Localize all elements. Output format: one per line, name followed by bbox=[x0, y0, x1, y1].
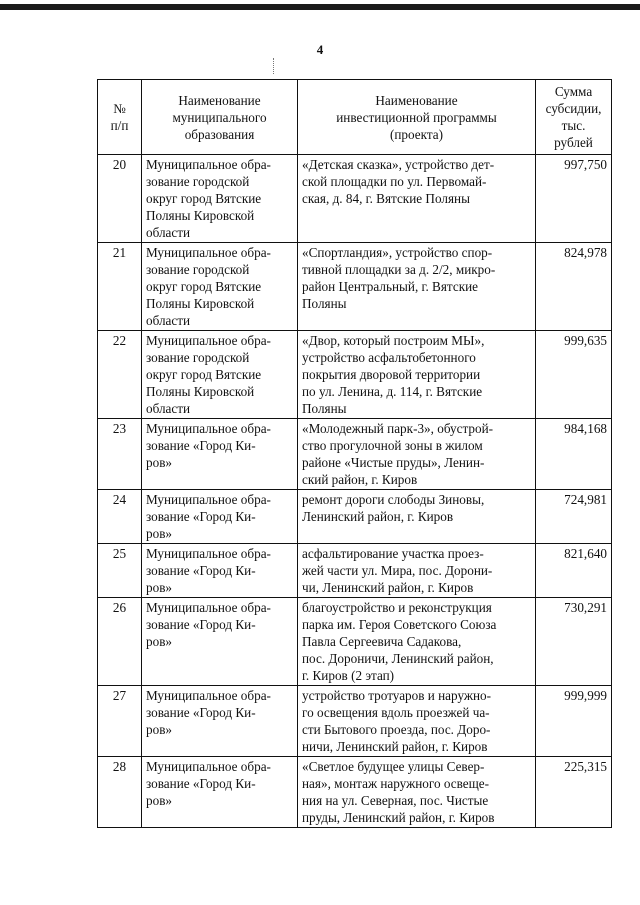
subsidy-amount: 997,750 bbox=[536, 155, 612, 243]
cell-line: «Спортландия», устройство спор- bbox=[302, 245, 493, 260]
municipality-cell bbox=[142, 155, 298, 243]
municipality-cell bbox=[142, 490, 298, 544]
cell-line: г. Киров (2 этап) bbox=[302, 668, 395, 683]
row-number: 28 bbox=[98, 757, 142, 828]
header-org bbox=[142, 80, 298, 155]
table-row bbox=[98, 686, 612, 757]
cell-line: Поляны Кировской bbox=[146, 384, 255, 399]
row-number: 23 bbox=[98, 419, 142, 490]
cell-line: Муниципальное обра- bbox=[146, 600, 271, 615]
cell-line: Поляны Кировской bbox=[146, 208, 255, 223]
subsidy-amount: 999,635 bbox=[536, 331, 612, 419]
cell-line: Муниципальное обра- bbox=[146, 421, 271, 436]
cell-line: Муниципальное обра- bbox=[146, 333, 271, 348]
row-number: 26 bbox=[98, 598, 142, 686]
subsidy-amount: 824,978 bbox=[536, 243, 612, 331]
program-cell bbox=[298, 686, 536, 757]
program-cell bbox=[298, 155, 536, 243]
cell-line: зование «Город Ки- bbox=[146, 509, 256, 524]
cell-line: ской площадки по ул. Первомай- bbox=[302, 174, 487, 189]
row-number: 20 bbox=[98, 155, 142, 243]
municipality-cell bbox=[142, 544, 298, 598]
subsidy-amount: 999,999 bbox=[536, 686, 612, 757]
municipality-cell bbox=[142, 243, 298, 331]
municipality-cell bbox=[142, 419, 298, 490]
cell-line: ров» bbox=[146, 793, 173, 808]
cell-line: покрытия дворовой территории bbox=[302, 367, 481, 382]
municipality-cell bbox=[142, 331, 298, 419]
cell-line: ров» bbox=[146, 580, 173, 595]
municipality-cell bbox=[142, 686, 298, 757]
cell-line: «Двор, который построим МЫ», bbox=[302, 333, 485, 348]
subsidy-amount: 724,981 bbox=[536, 490, 612, 544]
cell-line: район Центральный, г. Вятские bbox=[302, 279, 479, 294]
row-number: 24 bbox=[98, 490, 142, 544]
cell-line: зование «Город Ки- bbox=[146, 438, 256, 453]
program-cell bbox=[298, 757, 536, 828]
row-number: 22 bbox=[98, 331, 142, 419]
cell-line: ремонт дороги слободы Зиновы, bbox=[302, 492, 485, 507]
header-line: субсидии, bbox=[545, 101, 602, 116]
cell-line: округ город Вятские bbox=[146, 191, 262, 206]
program-cell bbox=[298, 544, 536, 598]
cell-line: устройство асфальтобетонного bbox=[302, 350, 476, 365]
top-border-rule bbox=[0, 4, 640, 10]
table-row bbox=[98, 243, 612, 331]
cell-line: области bbox=[146, 225, 191, 240]
cell-line: Муниципальное обра- bbox=[146, 546, 271, 561]
cell-line: ство прогулочной зоны в жилом bbox=[302, 438, 483, 453]
header-line: п/п bbox=[110, 118, 129, 133]
cell-line: зование «Город Ки- bbox=[146, 563, 256, 578]
header-program bbox=[298, 80, 536, 155]
cell-line: «Светлое будущее улицы Север- bbox=[302, 759, 485, 774]
cell-line: Поляны bbox=[302, 296, 347, 311]
table-row bbox=[98, 155, 612, 243]
cell-line: ский район, г. Киров bbox=[302, 472, 418, 487]
subsidy-amount: 225,315 bbox=[536, 757, 612, 828]
cell-line: асфальтирование участка проез- bbox=[302, 546, 484, 561]
cell-line: ров» bbox=[146, 526, 173, 541]
table-row bbox=[98, 598, 612, 686]
header-line: № bbox=[113, 101, 126, 116]
cell-line: жей части ул. Мира, пос. Дорони- bbox=[302, 563, 493, 578]
cell-line: Павла Сергеевича Садакова, bbox=[302, 634, 462, 649]
program-cell bbox=[298, 243, 536, 331]
cell-line: ров» bbox=[146, 455, 173, 470]
subsidy-amount: 984,168 bbox=[536, 419, 612, 490]
table-row bbox=[98, 544, 612, 598]
table-header-row bbox=[98, 80, 612, 155]
cell-line: ния на ул. Северная, пос. Чистые bbox=[302, 793, 489, 808]
cell-line: пруды, Ленинский район, г. Киров bbox=[302, 810, 495, 825]
cell-line: ная», монтаж наружного освеще- bbox=[302, 776, 490, 791]
table-row bbox=[98, 757, 612, 828]
page-number: 4 bbox=[316, 42, 324, 57]
scan-mark bbox=[273, 58, 275, 74]
cell-line: чи, Ленинский район, г. Киров bbox=[302, 580, 474, 595]
program-cell bbox=[298, 419, 536, 490]
program-cell bbox=[298, 490, 536, 544]
header-num bbox=[98, 80, 142, 155]
row-number: 21 bbox=[98, 243, 142, 331]
program-cell bbox=[298, 331, 536, 419]
header-line: Сумма bbox=[554, 84, 593, 99]
table-row bbox=[98, 490, 612, 544]
cell-line: благоустройство и реконструкция bbox=[302, 600, 492, 615]
municipality-cell bbox=[142, 757, 298, 828]
cell-line: устройство тротуаров и наружно- bbox=[302, 688, 492, 703]
municipality-cell bbox=[142, 598, 298, 686]
header-line: образования bbox=[184, 126, 255, 142]
cell-line: «Детская сказка», устройство дет- bbox=[302, 157, 495, 172]
cell-line: зование городской bbox=[146, 262, 250, 277]
cell-line: зование городской bbox=[146, 350, 250, 365]
cell-line: тивной площадки за д. 2/2, микро- bbox=[302, 262, 496, 277]
header-sum bbox=[536, 80, 612, 155]
cell-line: округ город Вятские bbox=[146, 367, 262, 382]
cell-line: зование «Город Ки- bbox=[146, 617, 256, 632]
cell-line: зование «Город Ки- bbox=[146, 776, 256, 791]
table-row bbox=[98, 331, 612, 419]
cell-line: районе «Чистые пруды», Ленин- bbox=[302, 455, 485, 470]
cell-line: го освещения вдоль проезжей ча- bbox=[302, 705, 490, 720]
cell-line: Ленинский район, г. Киров bbox=[302, 509, 454, 524]
row-number: 27 bbox=[98, 686, 142, 757]
row-number: 25 bbox=[98, 544, 142, 598]
cell-line: зование «Город Ки- bbox=[146, 705, 256, 720]
subsidy-amount: 821,640 bbox=[536, 544, 612, 598]
cell-line: области bbox=[146, 313, 191, 328]
cell-line: пос. Дороничи, Ленинский район, bbox=[302, 651, 494, 666]
cell-line: зование городской bbox=[146, 174, 250, 189]
header-line: (проекта) bbox=[389, 126, 444, 142]
cell-line: Муниципальное обра- bbox=[146, 245, 271, 260]
cell-line: округ город Вятские bbox=[146, 279, 262, 294]
cell-line: парка им. Героя Советского Союза bbox=[302, 617, 497, 632]
header-line: муниципального bbox=[172, 109, 267, 125]
cell-line: области bbox=[146, 401, 191, 416]
header-line: рублей bbox=[554, 135, 593, 150]
cell-line: Муниципальное обра- bbox=[146, 688, 271, 703]
subsidy-amount: 730,291 bbox=[536, 598, 612, 686]
cell-line: Поляны bbox=[302, 401, 347, 416]
cell-line: ров» bbox=[146, 634, 173, 649]
cell-line: «Молодежный парк-3», обустрой- bbox=[302, 421, 494, 436]
cell-line: ров» bbox=[146, 722, 173, 737]
header-line: Наименование bbox=[375, 92, 458, 108]
header-line: тыс. bbox=[561, 118, 586, 133]
cell-line: сти Бытового проезда, пос. Доро- bbox=[302, 722, 491, 737]
header-line: Наименование bbox=[178, 92, 261, 108]
cell-line: ская, д. 84, г. Вятские Поляны bbox=[302, 191, 470, 206]
header-line: инвестиционной программы bbox=[336, 109, 497, 125]
cell-line: по ул. Ленина, д. 114, г. Вятские bbox=[302, 384, 483, 399]
cell-line: Поляны Кировской bbox=[146, 296, 255, 311]
cell-line: Муниципальное обра- bbox=[146, 759, 271, 774]
table-row bbox=[98, 419, 612, 490]
cell-line: ничи, Ленинский район, г. Киров bbox=[302, 739, 488, 754]
cell-line: Муниципальное обра- bbox=[146, 157, 271, 172]
cell-line: Муниципальное обра- bbox=[146, 492, 271, 507]
subsidy-table bbox=[97, 79, 612, 828]
program-cell bbox=[298, 598, 536, 686]
